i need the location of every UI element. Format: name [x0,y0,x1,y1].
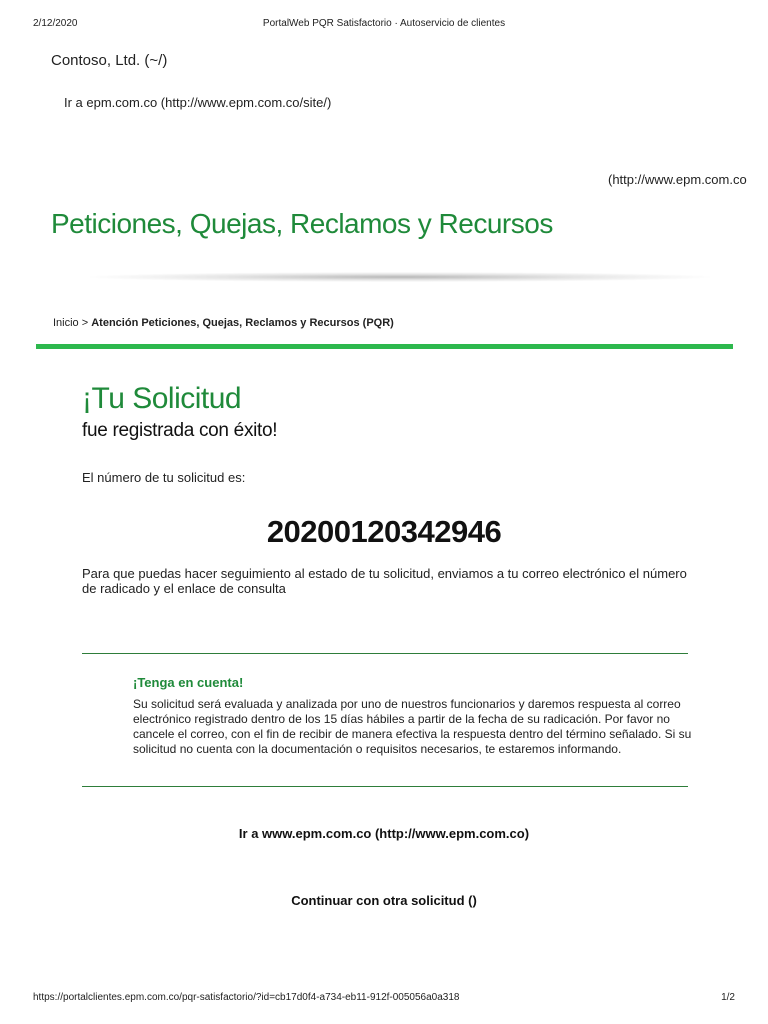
go-epm-link[interactable]: Ir a www.epm.com.co (http://www.epm.com.co) [238,826,530,841]
breadcrumb-home[interactable]: Inicio > [53,317,89,329]
confirmation-title: ¡Tu Solicitud [82,382,242,415]
note-body: Su solicitud será evaluada y analizada por uno de nuestros funcionarios y daremos respuesta al correo electrónico registrado dentro de los 15 días hábiles a partir de la fecha de su radicación. Por favor no cancele el correo, con el fin de recibir de manera efectiva la respuesta dentro del término señalado. Si su solicitud no cuenta con la documentación o requisitos necesarios, te estaremos informando. [133,697,692,756]
page-title: Peticiones, Quejas, Reclamos y Recursos [51,208,553,239]
continue-request-link[interactable]: Continuar con otra solicitud () [291,893,477,908]
request-number-label: El número de tu solicitud es: [82,470,246,485]
request-number: 20200120342946 [266,514,502,549]
green-divider [36,344,733,349]
note-title: ¡Tenga en cuenta! [133,675,244,690]
print-page-title: PortalWeb PQR Satisfactorio · Autoservicio de clientes [262,18,506,29]
confirmation-subtitle: fue registrada con éxito! [82,420,278,441]
epm-site-link[interactable]: Ir a epm.com.co (http://www.epm.com.co/site/) [64,95,332,110]
print-page-number: 1/2 [721,992,735,1003]
breadcrumb-current: Atención Peticiones, Quejas, Reclamos y Recursos (PQR) [91,317,394,329]
tracking-info-text: Para que puedas hacer seguimiento al estado de tu solicitud, enviamos a tu correo electrónico el número de radicado y el enlace de consulta [82,566,687,596]
print-url: https://portalclientes.epm.com.co/pqr-satisfactorio/?id=cb17d0f4-a734-eb11-912f-005056a0a318 [33,992,460,1003]
note-divider-bottom [82,786,688,787]
company-link[interactable]: Contoso, Ltd. (~/) [51,52,168,69]
print-date: 2/12/2020 [33,18,78,29]
breadcrumb [53,317,394,329]
title-shadow-divider [90,272,710,282]
note-divider-top [82,653,688,654]
epm-logo-link[interactable]: (http://www.epm.com.co [608,172,747,187]
